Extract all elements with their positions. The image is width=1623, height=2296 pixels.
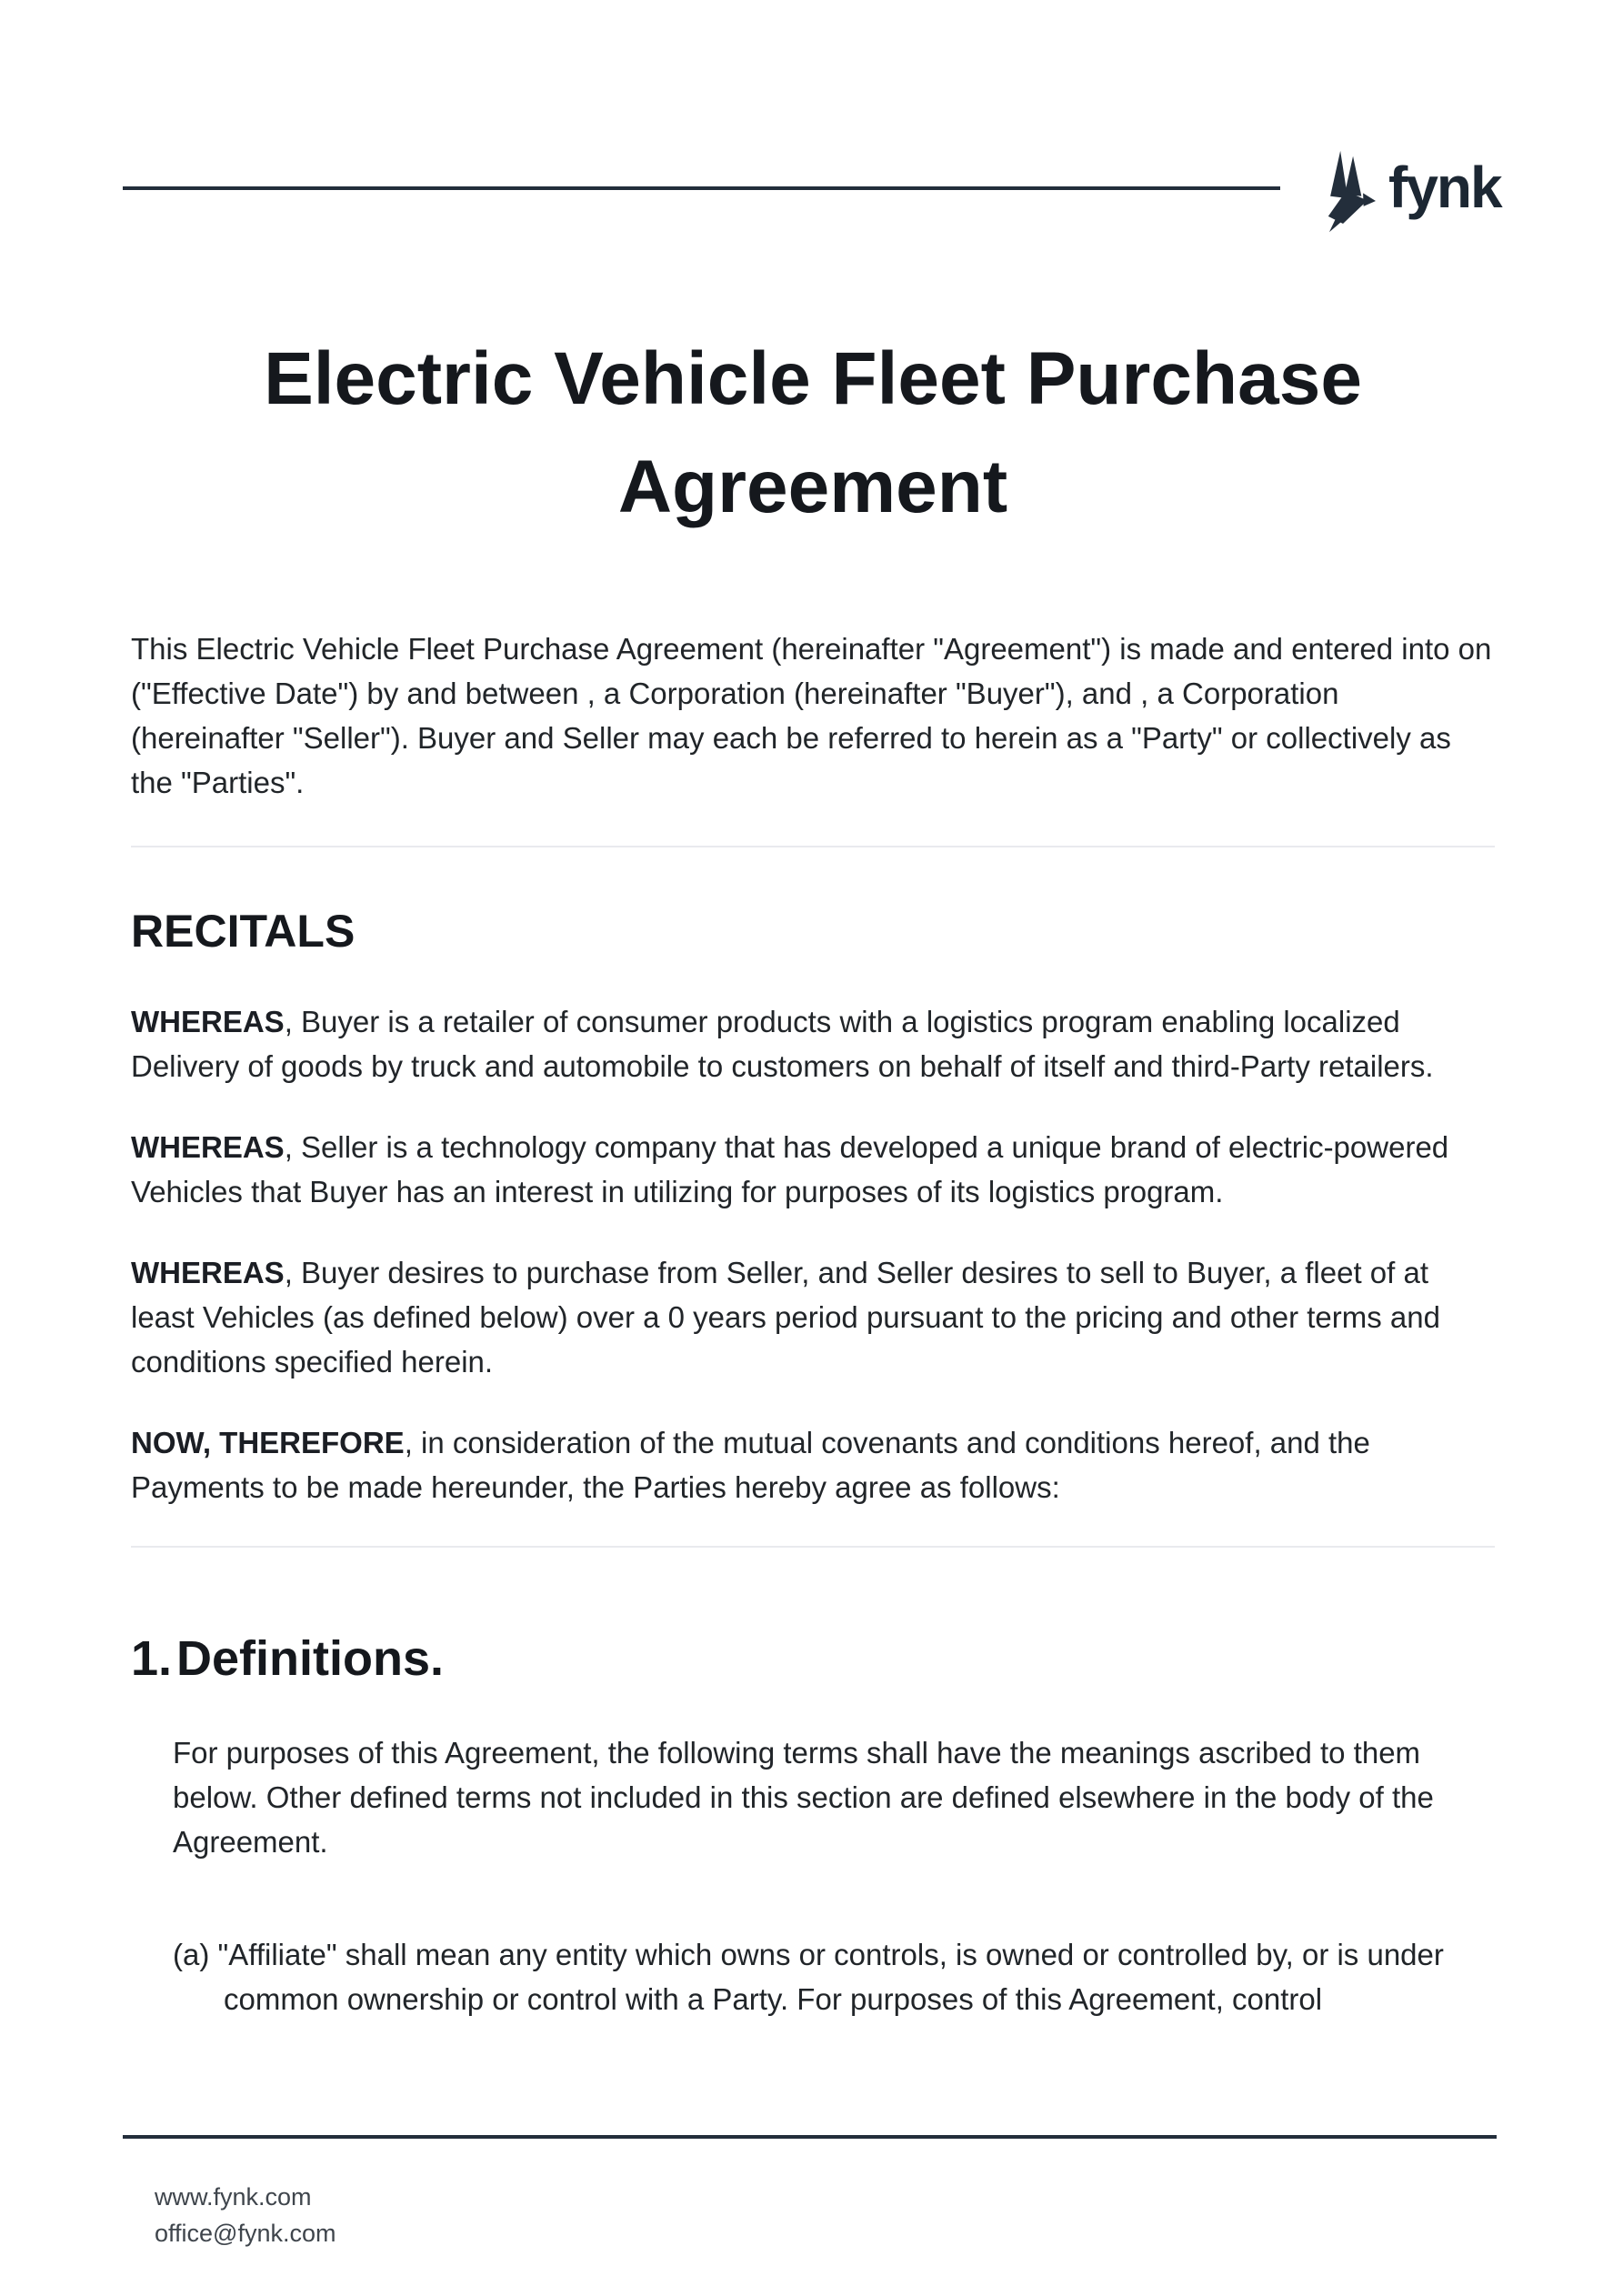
recital-lead: WHEREAS	[131, 1004, 285, 1038]
recital-text: , in consideration of the mutual covenants and conditions hereof, and the Payments to be made hereunder, the Parties hereby agree as follows:	[131, 1425, 1370, 1504]
section-body-paragraph: For purposes of this Agreement, the following terms shall have the meanings ascribed to them below. Other defined terms not included in this section are defined elsewhere in the body of the Agreement.	[173, 1736, 1434, 1860]
footer-rule	[123, 2135, 1497, 2139]
document-title: Electric Vehicle Fleet Purchase Agreement	[264, 337, 1362, 528]
recital-text: , Seller is a technology company that has developed a unique brand of electric-powered Vehicles that Buyer has an interest in utilizing for purposes of its logistics program.	[131, 1129, 1449, 1208]
recitals-heading: RECITALS	[131, 906, 356, 957]
recital-paragraph	[131, 1250, 1495, 1384]
recital-paragraph	[131, 1420, 1495, 1509]
recital-lead: NOW, THEREFORE	[131, 1425, 405, 1459]
clause-label: (a)	[173, 1938, 210, 1972]
page-footer	[123, 2135, 1497, 2251]
section-title: Definitions.	[176, 1630, 444, 1686]
recital-paragraph	[131, 999, 1495, 1088]
definition-item-a	[173, 1932, 1495, 2021]
logo-wordmark: fynk	[1388, 155, 1501, 220]
footer-website: www.fynk.com	[155, 2183, 312, 2211]
clause-text: "Affiliate" shall mean any entity which owns or controls, is owned or controlled by, or is under common ownership or control with a Party. For purposes of this Agreement, control	[217, 1938, 1444, 2017]
recital-text: , Buyer is a retailer of consumer products with a logistics program enabling localized Delivery of goods by truck and automobile to customers on behalf of itself and third-Party retailers.	[131, 1004, 1434, 1083]
recital-lead: WHEREAS	[131, 1255, 285, 1289]
section-heading-definitions	[131, 1627, 1495, 1690]
intro-paragraph: This Electric Vehicle Fleet Purchase Agreement (hereinafter "Agreement") is made and entered into on ("Effective Date") by and between , a Corporation (hereinafter "Buyer"), and , a Corporation (hereinafter "Seller"). Buyer and Seller may each be referred to herein as a "Party" or collectively as the "Parties".	[131, 632, 1492, 799]
footer-contact	[155, 2179, 1497, 2251]
recital-paragraph	[131, 1125, 1495, 1214]
recital-lead: WHEREAS	[131, 1129, 285, 1164]
section-number: 1.	[131, 1630, 173, 1686]
section-divider	[131, 1546, 1495, 1548]
footer-email: office@fynk.com	[155, 2220, 336, 2247]
section-divider	[131, 846, 1495, 847]
document-body	[131, 0, 1495, 2051]
recital-text: , Buyer desires to purchase from Seller, and Seller desires to sell to Buyer, a fleet of at least Vehicles (as defined below) over a 0 years period pursuant to the pricing and other terms and conditions specified herein.	[131, 1255, 1440, 1379]
